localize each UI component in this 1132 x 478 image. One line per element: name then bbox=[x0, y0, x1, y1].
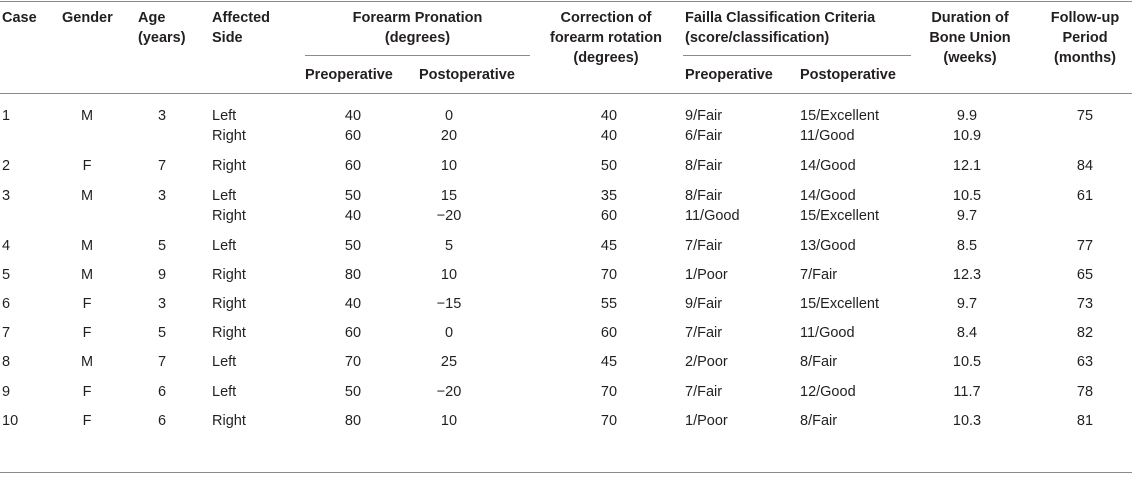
cell-gender: M bbox=[80, 267, 94, 283]
header-pronation-line2: (degrees) bbox=[384, 30, 451, 46]
cell-pron-pre: 40 bbox=[344, 208, 362, 224]
cell-pron-post: 10 bbox=[440, 413, 458, 429]
cell-duration: 8.5 bbox=[956, 238, 978, 254]
cell-age: 9 bbox=[157, 267, 167, 283]
cell-case: 10 bbox=[2, 413, 19, 429]
cell-duration: 9.9 bbox=[956, 108, 978, 124]
cell-case: 3 bbox=[2, 188, 11, 204]
cell-pron-pre: 50 bbox=[344, 188, 362, 204]
cell-age: 7 bbox=[157, 354, 167, 370]
cell-pron-post: −15 bbox=[436, 296, 462, 312]
cell-failla-post: 14/Good bbox=[800, 188, 856, 204]
header-pronation-preoperative: Preoperative bbox=[305, 67, 393, 83]
table-bottom-rule bbox=[0, 472, 1132, 473]
cell-duration: 12.3 bbox=[952, 267, 982, 283]
cell-corr: 70 bbox=[600, 384, 618, 400]
header-failla-line1: Failla Classification Criteria bbox=[685, 10, 876, 26]
header-correction-line2: forearm rotation bbox=[550, 30, 662, 46]
cell-side: Left bbox=[212, 108, 237, 124]
cell-pron-post: 20 bbox=[440, 128, 458, 144]
pronation-subheader-rule bbox=[305, 55, 530, 56]
cell-side: Right bbox=[212, 208, 246, 224]
cell-case: 2 bbox=[2, 158, 11, 174]
cell-pron-pre: 60 bbox=[344, 325, 362, 341]
header-forearm-pronation bbox=[305, 8, 530, 48]
cell-side: Right bbox=[212, 325, 246, 341]
cell-age: 3 bbox=[157, 296, 167, 312]
cell-pron-post: 5 bbox=[444, 238, 454, 254]
cell-duration: 8.4 bbox=[956, 325, 978, 341]
cell-failla-post: 14/Good bbox=[800, 158, 856, 174]
cell-corr: 70 bbox=[600, 413, 618, 429]
cell-corr: 55 bbox=[600, 296, 618, 312]
cell-pron-pre: 60 bbox=[344, 128, 362, 144]
header-duration-line3: (weeks) bbox=[943, 50, 997, 66]
cell-failla-pre: 11/Good bbox=[685, 208, 740, 224]
header-failla-criteria bbox=[685, 8, 875, 48]
header-bottom-rule bbox=[0, 93, 1132, 94]
cell-gender: F bbox=[82, 413, 92, 429]
cell-age: 3 bbox=[157, 108, 167, 124]
cell-pron-post: 25 bbox=[440, 354, 458, 370]
cell-age: 6 bbox=[157, 384, 167, 400]
cell-case: 6 bbox=[2, 296, 11, 312]
header-gender: Gender bbox=[62, 10, 113, 26]
cell-pron-post: −20 bbox=[436, 208, 462, 224]
cell-failla-post: 12/Good bbox=[800, 384, 856, 400]
cell-followup: 77 bbox=[1076, 238, 1094, 254]
cell-duration: 10.5 bbox=[952, 188, 982, 204]
cell-side: Right bbox=[212, 413, 246, 429]
header-failla-line2: (score/classification) bbox=[685, 30, 830, 46]
failla-subheader-rule bbox=[683, 55, 911, 56]
header-failla-preoperative: Preoperative bbox=[685, 67, 773, 83]
header-affected-side bbox=[212, 8, 270, 48]
cell-failla-post: 15/Excellent bbox=[800, 296, 879, 312]
cell-pron-post: 10 bbox=[440, 158, 458, 174]
cell-case: 5 bbox=[2, 267, 11, 283]
cell-followup: 82 bbox=[1076, 325, 1094, 341]
cell-pron-pre: 40 bbox=[344, 296, 362, 312]
header-follow-up bbox=[1040, 8, 1130, 68]
cell-duration: 12.1 bbox=[952, 158, 982, 174]
cell-failla-post: 7/Fair bbox=[800, 267, 838, 283]
cell-corr: 40 bbox=[600, 108, 618, 124]
header-age-line1: Age bbox=[138, 10, 166, 26]
cell-case: 7 bbox=[2, 325, 11, 341]
cell-failla-post: 8/Fair bbox=[800, 413, 838, 429]
cell-failla-pre: 7/Fair bbox=[685, 325, 723, 341]
cell-side: Left bbox=[212, 384, 237, 400]
cell-side: Left bbox=[212, 238, 237, 254]
cell-age: 6 bbox=[157, 413, 167, 429]
header-correction-line3: (degrees) bbox=[573, 50, 639, 66]
header-followup-line1: Follow-up bbox=[1050, 10, 1120, 26]
cell-gender: F bbox=[82, 384, 92, 400]
cell-age: 5 bbox=[157, 325, 167, 341]
cell-corr: 70 bbox=[600, 267, 618, 283]
cell-age: 5 bbox=[157, 238, 167, 254]
cell-followup: 75 bbox=[1076, 108, 1094, 124]
cell-failla-pre: 9/Fair bbox=[685, 108, 723, 124]
cell-failla-pre: 7/Fair bbox=[685, 384, 723, 400]
cell-duration: 10.9 bbox=[952, 128, 982, 144]
cell-pron-pre: 50 bbox=[344, 238, 362, 254]
header-age-line2: (years) bbox=[138, 30, 186, 46]
cell-failla-pre: 1/Poor bbox=[685, 413, 728, 429]
cell-followup: 73 bbox=[1076, 296, 1094, 312]
cell-gender: M bbox=[80, 188, 94, 204]
header-followup-line3: (months) bbox=[1053, 50, 1116, 66]
header-correction-line1: Correction of bbox=[560, 10, 652, 26]
cell-side: Right bbox=[212, 296, 246, 312]
header-age bbox=[138, 8, 186, 48]
cell-pron-post: −20 bbox=[436, 384, 462, 400]
cell-gender: M bbox=[80, 354, 94, 370]
cell-gender: F bbox=[82, 296, 92, 312]
cell-pron-pre: 80 bbox=[344, 413, 362, 429]
header-pronation-line1: Forearm Pronation bbox=[352, 10, 483, 26]
cell-gender: M bbox=[80, 238, 94, 254]
header-failla-postoperative: Postoperative bbox=[800, 67, 896, 83]
cell-failla-pre: 8/Fair bbox=[685, 188, 723, 204]
cell-age: 3 bbox=[157, 188, 167, 204]
cell-side: Left bbox=[212, 188, 237, 204]
cell-pron-pre: 50 bbox=[344, 384, 362, 400]
cell-pron-post: 10 bbox=[440, 267, 458, 283]
cell-failla-post: 11/Good bbox=[800, 325, 855, 341]
cell-followup: 81 bbox=[1076, 413, 1094, 429]
cell-followup: 63 bbox=[1076, 354, 1094, 370]
cell-case: 4 bbox=[2, 238, 11, 254]
cell-duration: 10.5 bbox=[952, 354, 982, 370]
cell-gender: F bbox=[82, 325, 92, 341]
header-duration-line2: Bone Union bbox=[929, 30, 1011, 46]
cell-age: 7 bbox=[157, 158, 167, 174]
header-side-line2: Side bbox=[212, 30, 243, 46]
cell-gender: M bbox=[80, 108, 94, 124]
cell-pron-pre: 40 bbox=[344, 108, 362, 124]
cell-failla-pre: 9/Fair bbox=[685, 296, 723, 312]
cell-failla-pre: 2/Poor bbox=[685, 354, 728, 370]
cell-failla-post: 13/Good bbox=[800, 238, 856, 254]
cell-pron-pre: 60 bbox=[344, 158, 362, 174]
header-duration bbox=[915, 8, 1025, 68]
cell-corr: 35 bbox=[600, 188, 618, 204]
cell-side: Right bbox=[212, 128, 246, 144]
header-side-line1: Affected bbox=[212, 10, 271, 26]
cell-case: 1 bbox=[2, 108, 11, 124]
header-case: Case bbox=[2, 10, 37, 26]
cell-failla-post: 15/Excellent bbox=[800, 108, 879, 124]
cell-duration: 10.3 bbox=[952, 413, 982, 429]
cell-failla-post: 11/Good bbox=[800, 128, 855, 144]
cell-side: Left bbox=[212, 354, 237, 370]
cell-side: Right bbox=[212, 158, 246, 174]
cell-pron-pre: 80 bbox=[344, 267, 362, 283]
cell-corr: 60 bbox=[600, 325, 618, 341]
header-followup-line2: Period bbox=[1062, 30, 1108, 46]
cell-corr: 45 bbox=[600, 354, 618, 370]
cell-gender: F bbox=[82, 158, 92, 174]
cell-failla-post: 15/Excellent bbox=[800, 208, 879, 224]
cell-pron-post: 15 bbox=[440, 188, 458, 204]
cell-failla-post: 8/Fair bbox=[800, 354, 838, 370]
cell-followup: 65 bbox=[1076, 267, 1094, 283]
cell-followup: 84 bbox=[1076, 158, 1094, 174]
header-pronation-postoperative: Postoperative bbox=[419, 67, 515, 83]
cell-case: 9 bbox=[2, 384, 11, 400]
cell-followup: 61 bbox=[1076, 188, 1094, 204]
cell-failla-pre: 8/Fair bbox=[685, 158, 723, 174]
cell-failla-pre: 7/Fair bbox=[685, 238, 723, 254]
cell-corr: 45 bbox=[600, 238, 618, 254]
cell-pron-pre: 70 bbox=[344, 354, 362, 370]
cell-pron-post: 0 bbox=[444, 325, 454, 341]
cell-side: Right bbox=[212, 267, 246, 283]
cell-corr: 60 bbox=[600, 208, 618, 224]
cell-duration: 9.7 bbox=[956, 296, 978, 312]
cell-failla-pre: 1/Poor bbox=[685, 267, 728, 283]
cell-corr: 40 bbox=[600, 128, 618, 144]
header-duration-line1: Duration of bbox=[931, 10, 1009, 26]
table-top-rule bbox=[0, 1, 1132, 2]
header-correction bbox=[546, 8, 666, 68]
cell-pron-post: 0 bbox=[444, 108, 454, 124]
cell-duration: 9.7 bbox=[956, 208, 978, 224]
cell-duration: 11.7 bbox=[953, 384, 981, 400]
cell-case: 8 bbox=[2, 354, 11, 370]
cell-failla-pre: 6/Fair bbox=[685, 128, 723, 144]
cell-followup: 78 bbox=[1076, 384, 1094, 400]
cell-corr: 50 bbox=[600, 158, 618, 174]
